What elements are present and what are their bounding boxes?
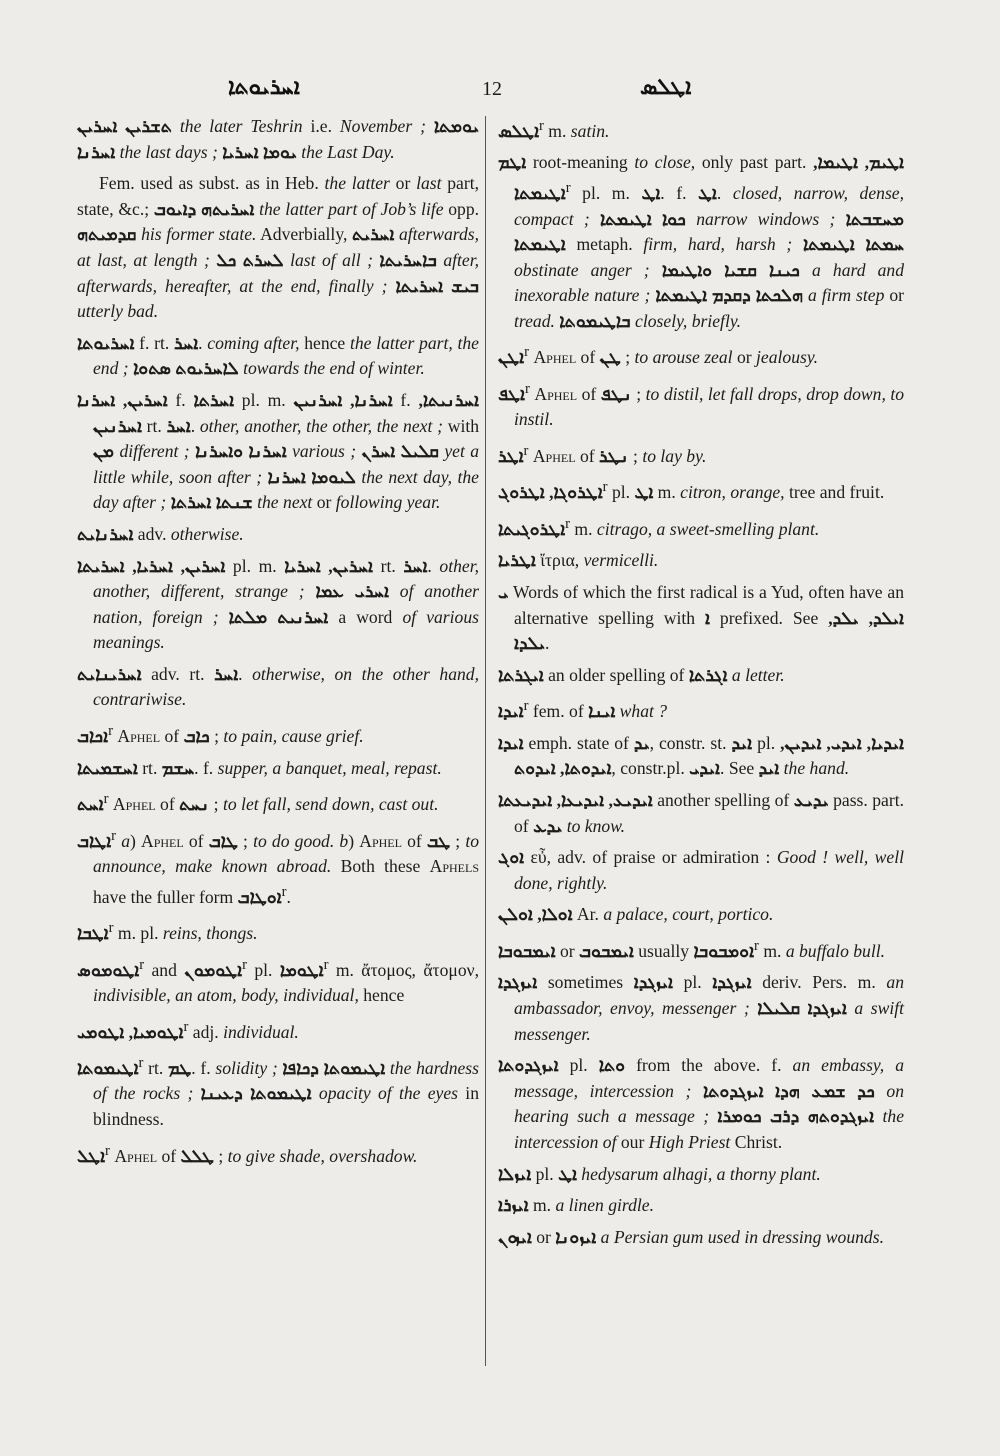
dictionary-entry: ܐܛܡ root-meaning to close, only past part. ܐܛܝܡ, ܐܛܝܡܐ, ܐܛܝܡܬܐ$^r$ pl. m. ܐܛ. f. ܐܛ. closed, narrow, dense, compact ; ܟܘܐ ܐܛܝܡܬܐ narrow windows ; ܡܚܫܒܬܐ ܐܛܝܡܬܐ metaph. firm, hard, harsh ; ܚܡܬܐ ܐܛܝܡܬܐ obstinate anger ; ܟܝܢܐ ܩܫܝܐ ܘܐܛܝܡܐ a hard and inexorable nature ; ܗܠܟܬܐ ܕܩܕܡ ܐܛܝܡܬܐ a firm step or tread. ܒܐܛܝܡܘܬܐ closely, briefly. — [498, 152, 905, 331]
dictionary-entry: ܐܛܒܐ$^r$ m. pl. reins, thongs. — [77, 920, 258, 943]
dictionary-entry: ܐܝܓܪܬܐ an older spelling of ܐܓܪܬܐ a letter. — [498, 664, 785, 685]
dictionary-entry: ܐܛܪܘܓܐ, ܐܛܪܘܓ$^r$ pl. ܐܛ m. citron, orange, tree and fruit. — [498, 479, 885, 503]
dictionary-entry: ܐܛܠܣ$^r$ m. satin. — [498, 118, 610, 141]
dictionary-entry: ܐܛܘܡܝܐ, ܐܛܘܡܝ$^r$ adj. individual. — [77, 1018, 299, 1042]
dictionary-entry: ܐܚܪܝܘܬܐ f. rt. ܐܚܪ. coming after, hence the latter part, the end ; ܠܐܚܪܝܘܬ ܣܬܘܐ towards the end of winter. — [77, 332, 479, 379]
dictionary-entry: ܐܝܙܠܐ pl. ܐܛ hedysarum alhagi, a thorny plant. — [498, 1163, 821, 1184]
left-running-headword: ܐܚܪܝܘܬܐ — [228, 74, 300, 99]
page-number: 12 — [482, 78, 502, 100]
dictionary-entry: ܐܚܬ$^r$ Aphel of ܢܚܬ ; to let fall, send down, cast out. — [77, 791, 439, 814]
dictionary-entry: ܐܚܪܝܢ, ܐܚܪܢܐ f. ܐܚܪܬܐ pl. m. ܐܚܪܢܐ, ܐܚܪܢܝܢ f. ܐܚܪܢܝܬܐ, ܐܚܪܢܝܢ rt. ܐܚܪ. other, another, the other, the next ; with ܡܢ different ; ܐܚܪܢܐ ܘܐܚܪܢܐ various ; ܩܠܝܠ ܐܚܪܢ yet a little while, soon after ; ܠܝܘܡܐ ܐܚܪܢܐ the next day, the day after ; ܫܢܬܐ ܐܚܪܬܐ the next or following year. — [77, 389, 480, 513]
dictionary-entry: Fem. used as subst. as in Heb. the latter or last part, state, &c.; ܐܚܪܝܬܗ ܕܐܝܘܒ the latter part of Job’s life opp. ܩܕܡܝܬܗ his former state. Adverbially, ܐܚܪܝܬ afterwards, at last, at length ; ܠܚܪܬ ܟܠ last of all ; ܒܐܚܪܝܬܐ after, afterwards, hereafter, at the end, finally ; ܒܝܫ ܐܚܪܝܬܐ utterly bad. — [77, 173, 480, 322]
dictionary-entry: ܐܚܪܝܢ, ܐܚܪܝܐ, ܐܚܪܝܬܐ pl. m. ܐܚܪܝܢ, ܐܚܪܝܐ rt. ܐܚܪ. other, another, different, strange ; ܐܚܪܝ ܥܡܐ of another nation, foreign ; ܐܚܪܢܝܬ ܡܠܬܐ a word of various meanings. — [77, 555, 479, 653]
dictionary-entry: ܐܘܠܐ, ܐܘܠܢ Ar. a palace, court, portico. — [498, 904, 774, 925]
dictionary-entry: ܐܛܪ$^r$ Aphel of ܢܛܪ ; to lay by. — [498, 442, 707, 466]
dictionary-entry: ܬܫܪܝܢ ܐܚܪܝܢ the later Teshrin i.e. November ; ܝܘܡܬܐ ܐܚܪܢܐ the last days ; ܝܘܡܐ ܐܚܪܝܐ the Last Day. — [77, 116, 479, 162]
dictionary-entry: ܐܛܪܝܐ ἴτρια, vermicelli. — [498, 550, 659, 571]
dictionary-entry: ܐܝܙܓܕܐ sometimes ܐܝܙܓܕܐ pl. ܐܝܙܓܕܐ deriv. Pers. m. an ambassador, envoy, messenger ; ܐܝܙܓܕܐ ܩܠܝܠܐ a swift messenger. — [498, 972, 905, 1044]
dictionary-entry: ܐܛܠ$^r$ Aphel of ܛܠܠ ; to give shade, overshadow. — [77, 1142, 418, 1166]
left-column — [77, 114, 479, 1175]
dictionary-entry: ܐܚܪܢܐܝܬ adv. otherwise. — [77, 523, 244, 544]
dictionary-entry: ܐܛܝܡܘܬܐ$^r$ rt. ܛܡ. f. solidity ; ܐܛܝܡܘܬܐ ܕܟܐܦܐ the hardness of the rocks ; ܐܛܝܡܘܬܐ ܕܥܝܢܐ opacity of the eyes in blindness. — [77, 1055, 479, 1130]
column-divider — [485, 116, 486, 1366]
dictionary-entry: ܐܝܙܓܕܘܬܐ pl. ܘܬܐ from the above. f. an embassy, a message, intercession ; ܟܕ ܫܡܥ ܗܕܐ ܐܝܙܓܕܘܬܐ on hearing such a message ; ܐܝܙܓܕܘܬܗ ܕܪܒ ܟܘܡܪܐ the intercession of our High Priest Christ. — [498, 1055, 905, 1152]
dictionary-entry: ܐܛܐܒ$^r$ a) Aphel of ܛܐܒ ; to do good. b) Aphel of ܛܒ ; to announce, make known abroad. Both these Aphels have the fuller form ܐܘܛܐܒ$^r$. — [77, 827, 480, 907]
dictionary-entry: ܐܝܙܪܐ m. a linen girdle. — [498, 1195, 654, 1216]
dictionary-entry: ܐܟܐܒ$^r$ Aphel of ܟܐܒ ; to pain, cause grief. — [77, 723, 364, 746]
dictionary-entry: ܐܝܕܝܥ, ܐܝܕܝܥܐ, ܐܝܕܝܥܬܐ another spelling of ܝܕܝܥ pass. part. of ܝܕܥ to know. — [498, 789, 904, 836]
right-running-headword: ܐܛܠܣ — [640, 74, 692, 99]
dictionary-entry: ܐܛܦ$^r$ Aphel of ܢܛܦ ; to distil, let fall drops, drop down, to instil. — [498, 380, 905, 430]
dictionary-entry: ܐܝܕܐ$^r$ fem. of ܐܝܢܐ what ? — [498, 698, 668, 722]
dictionary-entry: ܐܝܕܐ emph. state of ܝܕ, constr. st. ܐܝܕ pl. ܐܝܕܝܐ, ܐܝܕܝ, ܐܝܕܝܢ, ܐܝܕܘܬܐ, ܐܝܕܘܬ, constr.pl. ܐܝܕܝ. See ܐܝܕ the hand. — [498, 732, 904, 779]
dictionary-entry: ܐܝܙܘܢ or ܐܝܙܘܢܐ a Persian gum used in dressing wounds. — [498, 1226, 884, 1247]
dictionary-entry: ܝ Words of which the first radical is a Yud, often have an alternative spelling with ܐ prefixed. See ܐܝܠܕ, ܝܠܕ, ܝܠܕܐ. — [498, 581, 904, 654]
running-header — [0, 70, 1000, 106]
dictionary-entry: ܐܛܘܡܘܣ$^r$ and ܐܛܘܡܘܢ$^r$ pl. ܐܛܘܡܐ$^r$ m. ἄτομος, ἄτομον, indivisible, an atom, body, individual, hence — [77, 956, 479, 1005]
dictionary-entry: ܐܛܢ$^r$ Aphel of ܛܢ ; to arouse zeal or jealousy. — [498, 344, 819, 368]
dictionary-entry: ܐܚܫܡܝܬܐ rt. ܚܫܡ. f. supper, a banquet, meal, repast. — [77, 757, 442, 778]
dictionary-entry: ܐܚܪܝܢܐܝܬ adv. rt. ܐܚܪ. otherwise, on the other hand, contrariwise. — [77, 663, 480, 710]
right-column — [498, 114, 904, 1256]
dictionary-entry: ܐܝܡܒܘܒܐ or ܐܝܡܒܘܒ usually ܐܘܡܒܘܒܐ$^r$ m. a buffalo bull. — [498, 937, 886, 961]
dictionary-entry: ܐܘܓ εὖ, adv. of praise or admiration : Good ! well, well done, rightly. — [498, 847, 904, 893]
dictionary-entry: ܐܛܪܘܓܝܬܐ$^r$ m. citrago, a sweet-smelling plant. — [498, 515, 820, 539]
